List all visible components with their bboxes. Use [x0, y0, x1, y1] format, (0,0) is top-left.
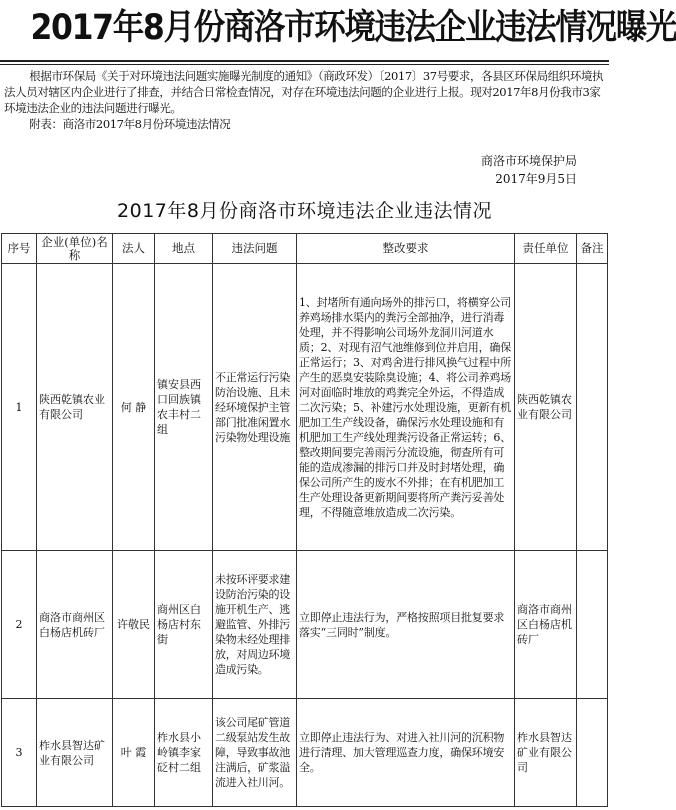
header-unit: 责任单位: [515, 234, 577, 264]
table-row: [2, 551, 608, 699]
row-location: 商州区白杨店村东街: [155, 551, 213, 699]
headline: 2017年8月份商洛市环境违法企业违法情况曝光: [30, 8, 676, 48]
table-row: [2, 264, 608, 551]
row-legal: 何 静: [113, 264, 155, 551]
intro: [4, 68, 604, 132]
divider-thick: [0, 60, 609, 62]
table-row: [2, 699, 608, 807]
row-unit: 陕西乾镇农业有限公司: [515, 264, 577, 551]
row-issue: 未按环评要求建设防治污染的设施开机生产、逃避监管、外排污染物未经处理排放，对周边环境造成污染。: [213, 551, 297, 699]
row-note: [577, 264, 608, 551]
signature-date: 2017年9月5日: [495, 172, 577, 186]
row-no: 3: [2, 699, 37, 807]
divider-thin: [0, 64, 609, 65]
row-issue: 该公司尾矿管道二级泵站发生故障，导致事故池注满后，矿浆溢流进入社川河。: [213, 699, 297, 807]
row-company: 商洛市商州区白杨店机砖厂: [37, 551, 113, 699]
row-issue: 不正常运行污染防治设施、且未经环境保护主管部门批准闲置水污染物处理设施: [213, 264, 297, 551]
row-note: [577, 699, 608, 807]
header-company: 企业(单位)名称: [37, 234, 113, 264]
row-location: 柞水县小岭镇李家砭村二组: [155, 699, 213, 807]
row-no: 1: [2, 264, 37, 551]
table-header-row: [2, 234, 608, 264]
row-demand: 1、封堵所有通向场外的排污口，将横穿公司养鸡场排水渠内的粪污全部抽净，进行消毒处理，并不得影响公司场外龙洞川河道水质；2、对现有沼气池维修到位并启用，确保正常运行；3、对鸡舍进行排风换气过程中所产生的恶臭安装除臭设施；4、将公司养鸡场河对面临时堆放的鸡粪完全外运，不得造成二次污染；5、补建污水处理设施，更新有机肥加工生产线设备，确保污水处理设施和有机肥加工生产线处理粪污设备正常运转；6、整改期间要完善雨污分流设施，彻查所有可能的造成渗漏的排污口并及时封堵处理，确保公司所产生的废水不外排；在有机肥加工生产处理设备更新期间要将所产粪污妥善处理，不得随意堆放造成二次污染。: [297, 264, 515, 551]
header-no: 序号: [2, 234, 37, 264]
row-demand: 立即停止违法行为，严格按照项目批复要求落实“三同时”制度。: [297, 551, 515, 699]
row-location: 镇安县西口回族镇农丰村二组: [155, 264, 213, 551]
row-unit: 商洛市商州区白杨店机砖厂: [515, 551, 577, 699]
intro-attachment: 附表：商洛市2017年8月份环境违法情况: [29, 117, 231, 131]
row-company: 陕西乾镇农业有限公司: [37, 264, 113, 551]
row-legal: 许敬民: [113, 551, 155, 699]
table-title: 2017年8月份商洛市环境违法企业违法情况: [117, 200, 492, 222]
row-demand: 立即停止违法行为、对进入社川河的沉积物进行清理、加大管理巡查力度，确保环境安全。: [297, 699, 515, 807]
signature-org: 商洛市环境保护局: [480, 154, 577, 168]
row-unit: 柞水县智达矿业有限公司: [515, 699, 577, 807]
header-legal: 法人: [113, 234, 155, 264]
intro-paragraph: 根据市环保局《关于对环境违法问题实施曝光制度的通知》（商政环发）〔2017〕37号要求，各县区环保局组织环境执法人员对辖区内企业进行了排查，并结合日常检查情况，对存在环境违法问题的企业进行上报。现对2017年8月份我市3家环境违法企业的违法问题进行曝光。: [4, 69, 604, 115]
row-company: 柞水县智达矿业有限公司: [37, 699, 113, 807]
header-issue: 违法问题: [213, 234, 297, 264]
row-legal: 叶 霞: [113, 699, 155, 807]
violations-table: [1, 233, 608, 807]
header-note: 备注: [577, 234, 608, 264]
row-note: [577, 551, 608, 699]
row-no: 2: [2, 551, 37, 699]
header-location: 地点: [155, 234, 213, 264]
header-demand: 整改要求: [297, 234, 515, 264]
